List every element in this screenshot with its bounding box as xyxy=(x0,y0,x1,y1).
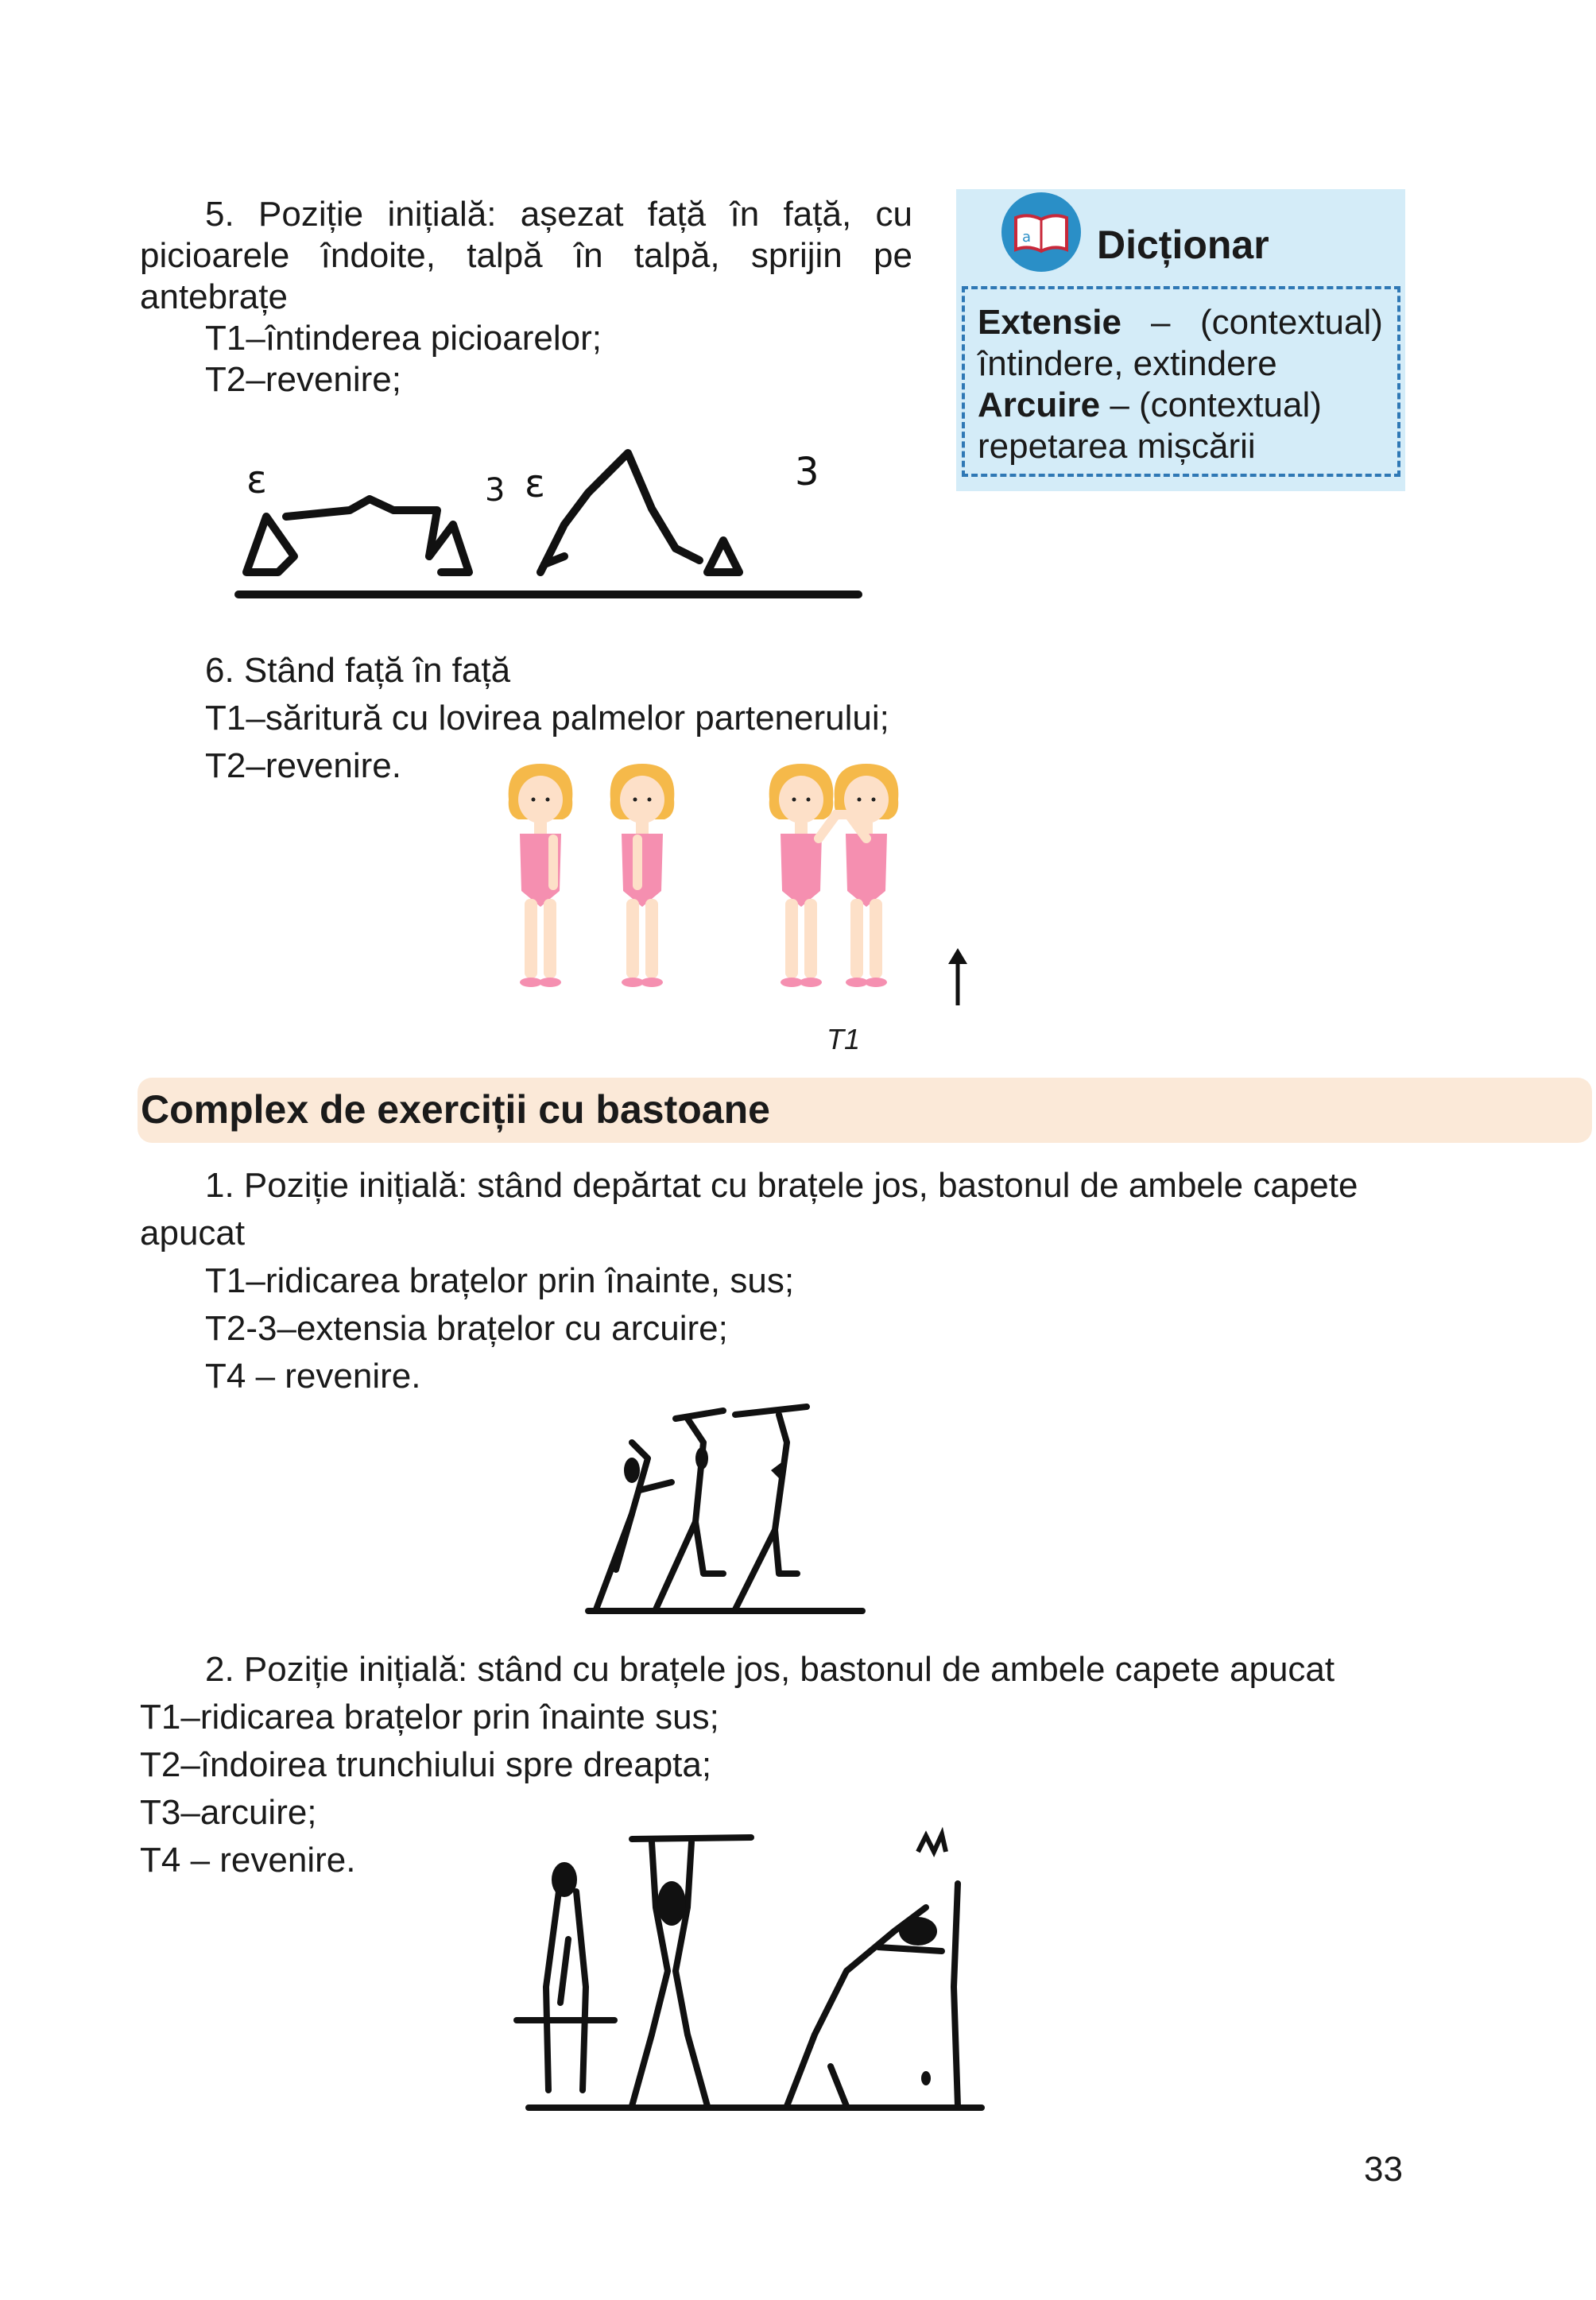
b2-t1: T1–ridicarea brațelor prin înainte sus; xyxy=(140,1698,719,1737)
dictionary-title: Dicționar xyxy=(1097,223,1269,267)
ex6-girls-illustration xyxy=(485,759,994,1021)
girl-2 xyxy=(610,764,675,987)
dictionary-def-2: repetarea mișcării xyxy=(978,427,1256,466)
dictionary-entry-1 xyxy=(978,302,1121,343)
b1-line2: apucat xyxy=(140,1214,246,1253)
dictionary-term-extensie: Extensie xyxy=(978,303,1121,342)
page-number: 33 xyxy=(1364,2150,1403,2189)
b1-t1: T1–ridicarea brațelor prin înainte, sus; xyxy=(205,1261,795,1300)
dictionary-def-1: întindere, extindere xyxy=(978,344,1277,383)
ex5-partner-stretch-illustration xyxy=(230,421,866,604)
ex5-label-4: 3 xyxy=(795,450,819,494)
section-title: Complex de exerciții cu bastoane xyxy=(141,1087,770,1132)
ex5-line1: 5. Poziție inițială: așezat față în față, cu xyxy=(205,195,912,234)
dictionary-entry-2 xyxy=(978,385,1322,426)
book-icon xyxy=(1001,192,1081,272)
b1-t2: T2-3–extensia brațelor cu arcuire; xyxy=(205,1309,728,1348)
b2-t3: T3–arcuire; xyxy=(140,1793,317,1832)
b2-stick-figures-illustration xyxy=(513,1828,990,2114)
ex5-label-1: ε xyxy=(246,458,267,502)
dictionary-term2-context: – (contextual) xyxy=(1110,385,1322,424)
b2-t4: T4 – revenire. xyxy=(140,1841,356,1880)
girl-3 xyxy=(769,764,834,987)
ex5-t2: T2–revenire; xyxy=(205,360,402,399)
ex5-line2: picioarele îndoite, talpă în talpă, sprijin pe xyxy=(140,236,912,275)
ex6-t1: T1–săritură cu lovirea palmelor partenerului; xyxy=(205,699,889,738)
up-arrow-icon xyxy=(948,948,967,1005)
ex5-label-3: ε xyxy=(525,462,545,506)
ex6-caption: T1 xyxy=(827,1023,861,1055)
girl-1 xyxy=(509,764,573,987)
book-letter: a xyxy=(1022,229,1032,246)
dictionary-term1-sep: – xyxy=(1151,303,1171,342)
ex6-t2: T2–revenire. xyxy=(205,746,402,785)
b2-line1: 2. Poziție inițială: stând cu brațele jos, bastonul de ambele capete apucat xyxy=(205,1650,1335,1689)
ex5-line3: antebrațe xyxy=(140,277,288,316)
b1-stick-figures-illustration xyxy=(584,1395,870,1617)
dictionary-term-arcuire: Arcuire xyxy=(978,385,1101,424)
b2-t2: T2–îndoirea trunchiului spre dreapta; xyxy=(140,1745,712,1784)
ex5-label-2: 3 xyxy=(485,472,506,509)
girl-4 xyxy=(835,764,899,987)
b1-t4: T4 – revenire. xyxy=(205,1357,421,1396)
b1-line1: 1. Poziție inițială: stând depărtat cu brațele jos, bastonul de ambele capete xyxy=(205,1166,1358,1205)
ex6-line1: 6. Stând față în față xyxy=(205,651,511,690)
dictionary-term1-context: (contextual) xyxy=(1200,303,1383,342)
ex5-t1: T1–întinderea picioarelor; xyxy=(205,319,602,358)
